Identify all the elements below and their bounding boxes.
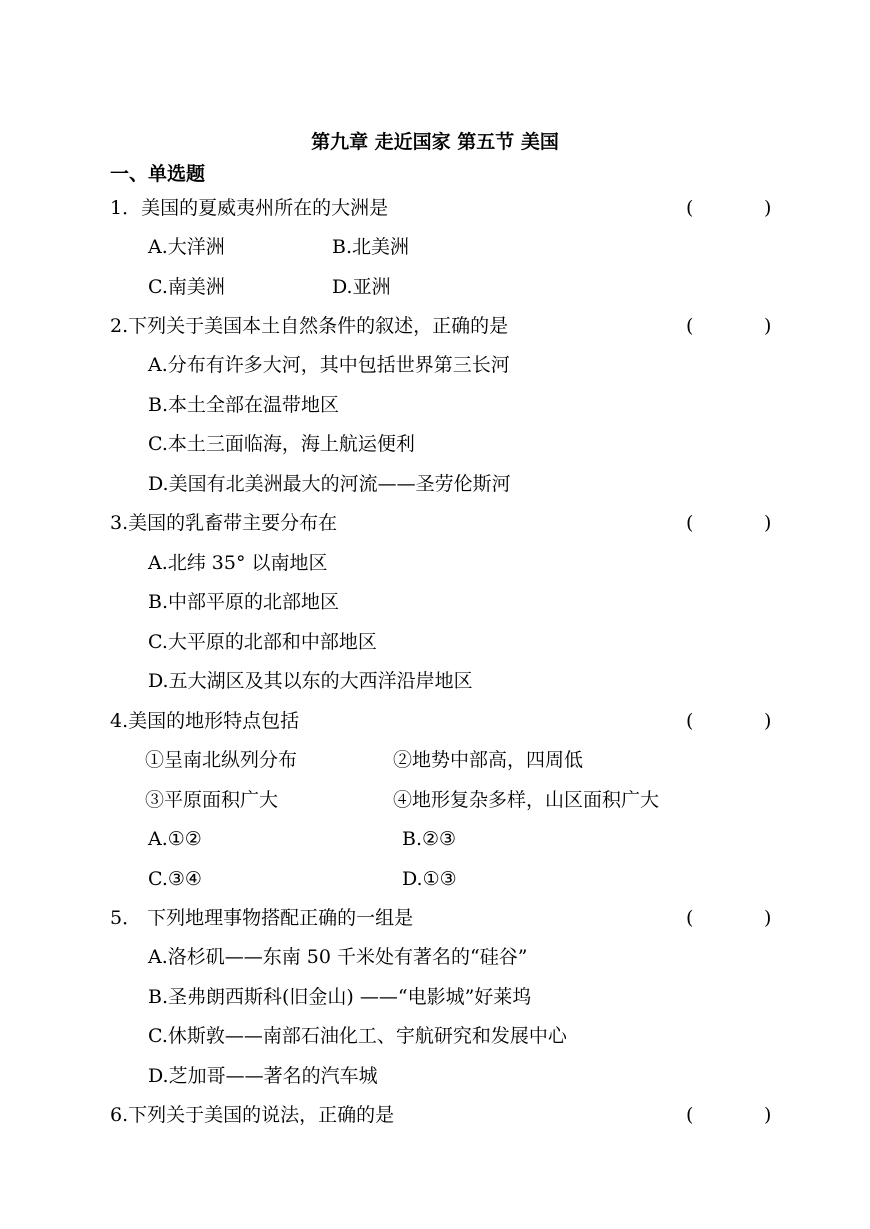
question-4-option-d: D.①③: [402, 868, 457, 890]
question-1-option-a: A.大洋洲: [148, 236, 225, 258]
question-3-option-c: C.大平原的北部和中部地区: [148, 631, 377, 653]
question-4-option-c: C.③④: [148, 868, 202, 890]
close-paren: ): [764, 315, 772, 337]
question-1-option-c: C.南美洲: [148, 276, 225, 298]
section-heading: 一、单选题: [110, 163, 206, 185]
question-1-stem: 1．美国的夏威夷州所在的大洲是: [110, 197, 389, 219]
question-2-answer-blank: [686, 314, 772, 338]
question-2-option-d: D.美国有北美洲最大的河流——圣劳伦斯河: [148, 473, 511, 495]
question-5-option-b: B.圣弗朗西斯科(旧金山) ——“电影城”好莱坞: [148, 986, 532, 1008]
question-2-option-a: A.分布有许多大河，其中包括世界第三长河: [148, 354, 510, 376]
question-4-statement-4: ④地形复杂多样，山区面积广大: [393, 789, 660, 811]
close-paren: ): [764, 512, 772, 534]
question-2-stem: 2.下列关于美国本土自然条件的叙述，正确的是: [110, 315, 509, 337]
close-paren: ): [764, 197, 772, 219]
question-4-statement-2: ②地势中部高，四周低: [393, 749, 584, 771]
question-4-statement-3: ③平原面积广大: [145, 789, 279, 811]
question-5-answer-blank: [686, 906, 772, 930]
question-3-answer-blank: [686, 511, 772, 535]
question-2-option-b: B.本土全部在温带地区: [148, 394, 340, 416]
question-5-option-c: C.休斯敦——南部石油化工、宇航研究和发展中心: [148, 1025, 567, 1047]
close-paren: ): [764, 710, 772, 732]
question-3-option-d: D.五大湖区及其以东的大西洋沿岸地区: [148, 670, 473, 692]
question-1-option-d: D.亚洲: [332, 276, 391, 298]
question-4-statement-1: ①呈南北纵列分布: [145, 749, 298, 771]
question-5-stem: 5． 下列地理事物搭配正确的一组是: [110, 907, 414, 929]
page-title: 第九章 走近国家 第五节 美国: [311, 131, 559, 153]
question-4-option-b: B.②③: [402, 828, 457, 850]
close-paren: ): [764, 1104, 772, 1126]
question-3-option-b: B.中部平原的北部地区: [148, 591, 340, 613]
question-3-option-a: A.北纬 35° 以南地区: [148, 552, 328, 574]
question-4-answer-blank: [686, 709, 772, 733]
open-paren: (: [686, 710, 694, 732]
open-paren: (: [686, 907, 694, 929]
close-paren: ): [764, 907, 772, 929]
question-1-answer-blank: [686, 196, 772, 220]
open-paren: (: [686, 315, 694, 337]
question-6-answer-blank: [686, 1103, 772, 1127]
open-paren: (: [686, 197, 694, 219]
question-3-stem: 3.美国的乳畜带主要分布在: [110, 512, 338, 534]
question-4-stem: 4.美国的地形特点包括: [110, 710, 300, 732]
question-1-option-b: B.北美洲: [332, 236, 410, 258]
open-paren: (: [686, 1104, 694, 1126]
question-2-option-c: C.本土三面临海，海上航运便利: [148, 433, 415, 455]
question-5-option-d: D.芝加哥——著名的汽车城: [148, 1065, 378, 1087]
question-4-option-a: A.①②: [148, 828, 202, 850]
question-5-option-a: A.洛杉矶——东南 50 千米处有著名的“硅谷”: [148, 946, 528, 968]
question-6-stem: 6.下列关于美国的说法，正确的是: [110, 1104, 395, 1126]
open-paren: (: [686, 512, 694, 534]
